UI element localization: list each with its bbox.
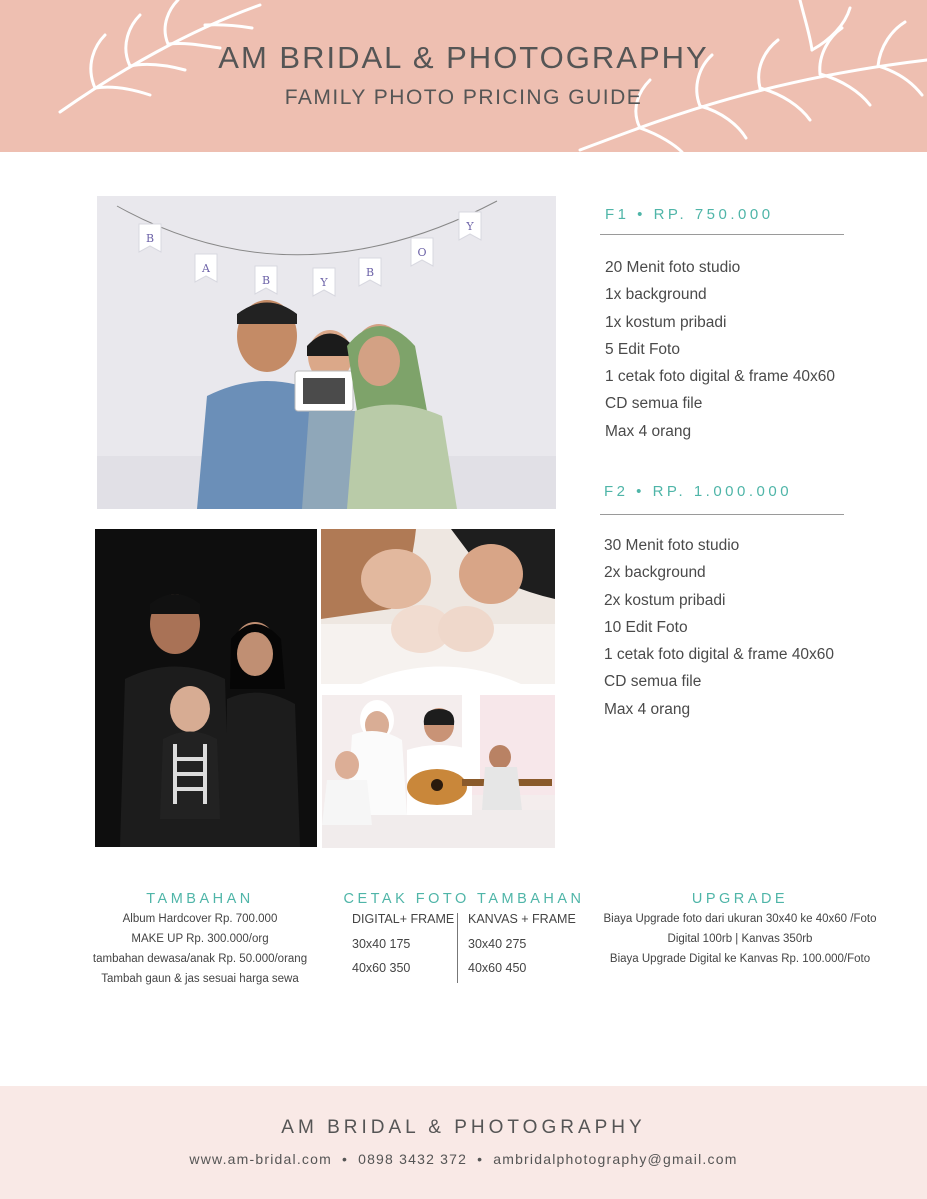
package-f2-title: F2 • RP. 1.000.000 [604,483,793,500]
bunting-letter: Y [466,220,474,233]
list-item: 1 cetak foto digital & frame 40x60 [604,646,835,664]
list-item: 10 Edit Foto [604,618,688,636]
table-row: 40x60 350 [352,961,411,975]
package-f1-divider [600,234,844,235]
list-item: CD semua file [605,395,703,413]
website-link[interactable]: www.am-bridal.com [189,1151,332,1167]
table-row: 40x60 450 [468,961,527,975]
footer-brand-title: AM BRIDAL & PHOTOGRAPHY [281,1117,646,1138]
print-column-divider [457,913,458,983]
header-banner [0,0,927,152]
table-row: 30x40 175 [352,936,411,951]
print-kanvas-header: KANVAS + FRAME [468,912,576,926]
pricing-guide-subtitle: FAMILY PHOTO PRICING GUIDE [284,86,643,109]
upgrade-list [590,909,890,969]
list-item: 2x kostum pribadi [604,591,726,609]
print-kanvas-column [468,907,576,981]
list-item: Tambah gaun & jas sesuai harga sewa [101,973,299,985]
package-f1-list [605,254,835,445]
list-item: Digital 100rb | Kanvas 350rb [667,933,813,945]
bunting-letter: Y [320,276,328,289]
bunting-letter: B [145,232,155,245]
cetak-title: CETAK FOTO TAMBAHAN [343,891,585,907]
email-link[interactable]: ambridalphotography@gmail.com [493,1151,738,1167]
family-photo-main [97,196,556,509]
footer [0,1086,927,1199]
separator-dot: • [477,1151,484,1167]
leaf-branch-icon [0,0,927,152]
separator-dot: • [341,1151,349,1167]
list-item: Max 4 orang [605,422,692,440]
list-item: Album Hardcover Rp. 700.000 [122,913,278,925]
bunting-letter: B [261,274,271,287]
tambahan-title: TAMBAHAN [146,891,254,907]
bunting-letter: A [202,262,210,275]
family-photo-guitar [322,695,555,848]
list-item: Biaya Upgrade Digital ke Kanvas Rp. 100.000/Foto [609,953,871,965]
print-digital-header: DIGITAL+ FRAME [352,912,455,926]
package-f2-list [604,532,834,723]
list-item: Max 4 orang [604,700,691,718]
list-item: 1 cetak foto digital & frame 40x60 [605,368,836,386]
list-item: Biaya Upgrade foto dari ukuran 30x40 ke 40x60 /Foto [603,913,877,925]
family-photo-dark [95,529,317,847]
package-f2-divider [600,514,844,515]
list-item: 1x background [605,286,707,304]
bunting-letter: B [365,266,375,279]
table-row: 30x40 275 [468,936,527,951]
list-item: 30 Menit foto studio [604,537,740,554]
print-digital-column [352,907,454,981]
footer-contact [0,1151,927,1167]
brand-title: AM BRIDAL & PHOTOGRAPHY [218,40,709,75]
tambahan-list [80,909,320,989]
list-item: tambahan dewasa/anak Rp. 50.000/orang [92,953,308,965]
package-f1-title: F1 • RP. 750.000 [605,206,774,223]
bunting-letter: O [417,246,427,259]
list-item: 1x kostum pribadi [605,313,727,331]
list-item: 2x background [604,564,706,582]
family-photo-newborn [321,529,555,684]
list-item: MAKE UP Rp. 300.000/org [131,933,269,945]
phone-number[interactable]: 0898 3432 372 [358,1151,468,1167]
upgrade-title: UPGRADE [691,891,789,907]
list-item: 5 Edit Foto [605,340,680,358]
list-item: CD semua file [604,673,702,691]
list-item: 20 Menit foto studio [605,259,741,276]
